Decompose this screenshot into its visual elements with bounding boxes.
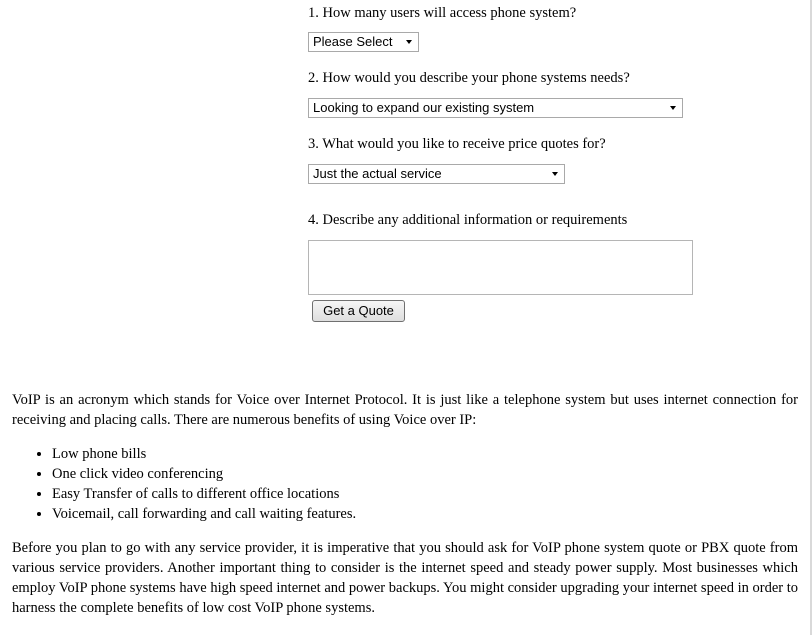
question-quotes-label: 3. What would you like to receive price quotes for? <box>308 136 606 152</box>
question-users-label: 1. How many users will access phone system? <box>308 5 577 21</box>
quotes-select[interactable] <box>308 164 565 184</box>
intro-paragraph: VoIP is an acronym which stands for Voice over Internet Protocol. It is just like a telephone system but uses internet connection for receiving and placing calls. There are numerous benefits of using Voice over IP: <box>12 392 798 428</box>
question-needs-label: 2. How would you describe your phone systems needs? <box>308 70 630 86</box>
list-item: • One click video conferencing <box>52 464 798 484</box>
dropdown-arrow-icon <box>406 40 412 44</box>
benefits-list <box>12 444 798 524</box>
dropdown-arrow-icon <box>670 106 676 110</box>
quotes-select-value: Just the actual service <box>313 166 442 181</box>
closing-paragraph: Before you plan to go with any service provider, it is imperative that you should ask for VoIP phone system quote or PBX quote from various service providers. Another important thing to consider is the internet speed and steady power supply. Most businesses which employ VoIP phone systems have high speed internet and power backups. You might consider upgrading your internet speed in order to harness the complete benefits of low cost VoIP phone systems. <box>12 540 798 616</box>
list-item: • Voicemail, call forwarding and call waiting features. <box>52 504 798 524</box>
question-additional-label: 4. Describe any additional information or requirements <box>308 212 628 228</box>
list-item: • Low phone bills <box>52 444 798 464</box>
list-item: • Easy Transfer of calls to different office locations <box>52 484 798 504</box>
needs-select-value: Looking to expand our existing system <box>313 100 535 115</box>
users-select[interactable] <box>308 32 419 52</box>
get-quote-button[interactable]: Get a Quote <box>312 300 405 322</box>
needs-select[interactable] <box>308 98 683 118</box>
dropdown-arrow-icon <box>552 172 558 176</box>
additional-info-textarea[interactable] <box>308 240 693 295</box>
article-content <box>12 390 798 618</box>
users-select-value: Please Select <box>313 34 393 49</box>
